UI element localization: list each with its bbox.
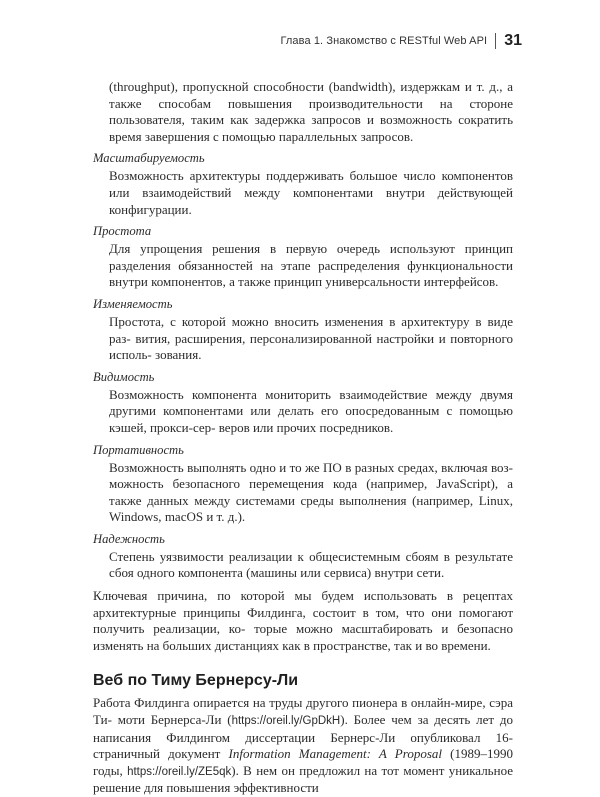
term-definition	[93, 168, 513, 218]
text-line: компонентами или делать его опосредованным с помощью кэшей, прокси-сер-	[109, 403, 513, 435]
term-heading: Видимость	[93, 369, 155, 384]
term-heading: Простота	[93, 224, 152, 239]
text-line: торые можно масштабировать и безопасно изменять на больших дистанциях как	[93, 621, 513, 653]
text-line: ). Более чем за десять лет до написания	[93, 712, 513, 745]
text-line: Возможность архитектуры поддерживать большое число компонентов или	[109, 168, 513, 200]
term-heading: Надежность	[93, 531, 165, 546]
text-line: Возможность выполнять одно и то же ПО в разных средах, включая воз-	[109, 459, 513, 475]
running-header	[280, 32, 522, 50]
text-line: одного компонента (машины или сервиса) внутри сети.	[137, 565, 445, 581]
chapter-title: Глава 1. Знакомство с RESTful Web API	[280, 35, 488, 47]
term-definition	[93, 549, 513, 582]
text-line: (throughput), пропускной способности (bandwidth), издержкам и т. д., а также	[109, 79, 513, 111]
text-line: задержка запросов и возможность сократить время завершения с помощью	[109, 112, 513, 144]
property-reliability	[93, 531, 513, 582]
closing-paragraph	[93, 588, 513, 654]
section-paragraph	[93, 695, 513, 797]
text-line: данных между системами среды выполнения (например, Linux, Windows,	[109, 492, 514, 525]
property-visibility	[93, 369, 513, 437]
text-line: моти Бернерса-Ли (	[117, 712, 232, 728]
term-definition	[93, 314, 513, 364]
header-divider	[495, 33, 496, 49]
text-line: macOS и т. д.).	[164, 509, 246, 525]
text-line: Филдингом диссертации Бернерс-Ли опубликовал 16-страничный документ	[93, 729, 513, 762]
text-line: Для упрощения решения в первую очередь используют принцип разделения	[109, 241, 513, 273]
page-number: 31	[504, 32, 522, 49]
text-line: взаимодействий между компонентами внутри действующей конфигурации.	[109, 184, 513, 217]
page-body	[93, 79, 513, 797]
text-line: а также принцип универсальности интерфейсов.	[229, 274, 499, 290]
text-line: зования.	[155, 347, 202, 363]
property-scalability	[93, 150, 513, 218]
term-heading: Масштабируемость	[93, 151, 205, 166]
reference-link[interactable]: https://oreil.ly/GpDkH	[231, 715, 341, 728]
document-title: Information Management: A Proposal	[228, 746, 442, 762]
term-heading: Портативность	[93, 442, 184, 457]
reference-link[interactable]: https://oreil.ly/ZE5qk	[127, 765, 232, 778]
text-line: принципы Филдинга, состоит в том, что они помогают получить реализации, ко-	[93, 604, 514, 637]
text-line: Ключевая причина, по которой мы будем использовать в рецептах архитектурные	[93, 588, 513, 620]
text-line: вития, расширения, персонализированной настройки и повторного исполь-	[109, 330, 514, 363]
text-line: он предложил на тот момент уникальное решение для повышения эффективности	[93, 762, 513, 796]
section-heading: Веб по Тиму Бернерсу-Ли	[93, 672, 299, 690]
text-line: Степень уязвимости реализации к общесистемным сбоям в результате сбоя	[109, 548, 513, 581]
text-line: в пространстве, так и во времени.	[303, 637, 491, 653]
text-line: (1989–1990 годы,	[93, 746, 513, 778]
property-modifiability	[93, 296, 513, 364]
term-definition	[93, 460, 513, 526]
term-definition	[93, 241, 513, 291]
term-heading: Изменяемость	[93, 296, 173, 311]
intro-paragraph	[93, 79, 513, 145]
text-line: ). В нем	[231, 762, 278, 778]
text-line: Простота, с которой можно вносить изменения в архитектуру в виде раз-	[109, 313, 513, 346]
text-line: обязанностей на этапе распределения функциональности внутри компонентов,	[109, 257, 513, 290]
text-line: Возможность компонента мониторить взаимодействие между двумя другими	[109, 386, 513, 419]
property-portability	[93, 442, 513, 526]
text-line: Работа Филдинга опирается на труды другого пионера в онлайн-мире, сэра Ти-	[93, 695, 513, 728]
text-line: способам повышения производительности на стороне пользователя, таким как	[109, 95, 513, 128]
text-line: веров или прочих посредников.	[218, 419, 394, 435]
term-definition	[93, 387, 513, 437]
text-line: параллельных запросов.	[278, 128, 414, 144]
text-line: можность безопасного перемещения кода (например, JavaScript), а также	[109, 476, 513, 508]
property-simplicity	[93, 223, 513, 291]
